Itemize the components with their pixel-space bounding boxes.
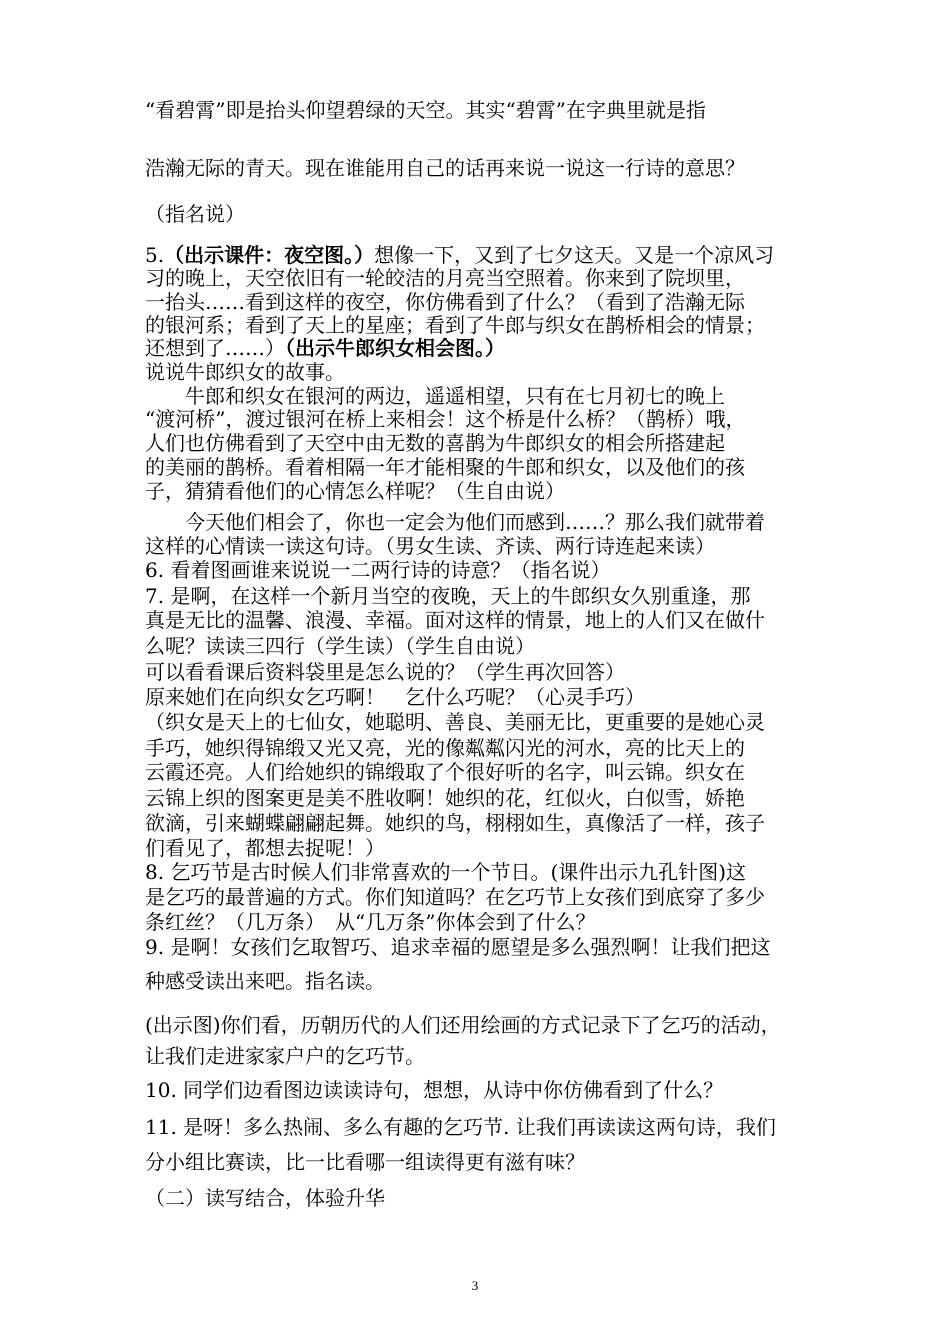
text-line: 云霞还亮。人们给她织的锦缎取了个很好听的名字，叫云锦。织女在 <box>145 760 745 784</box>
text-line <box>145 243 815 267</box>
courseware-note: （出示课件：夜空图。） <box>164 243 375 267</box>
text-line: 云锦上织的图案更是美不胜收啊！她织的花，红似火，白似雪，娇艳 <box>145 786 745 810</box>
text-line: 人们也仿佛看到了天空中由无数的喜鹊为牛郎织女的相会所搭建起 <box>145 431 725 455</box>
text-segment: 还想到了……） <box>145 336 285 360</box>
text-line: 牛郎和织女在银河的两边，遥遥相望，只有在七月初七的晚上 <box>145 384 725 408</box>
text-line: 的银河系；看到了天上的星座；看到了牛郎与织女在鹊桥相会的情景； <box>145 313 765 337</box>
text-line: “渡河桥”，渡过银河在桥上来相会！这个桥是什么桥？（鹊桥）哦， <box>145 407 746 431</box>
text-line: (出示图)你们看，历朝历代的人们还用绘画的方式记录下了乞巧的活动， <box>145 1013 781 1037</box>
text-line: 说说牛郎织女的故事。 <box>145 360 345 384</box>
text-line: 10. 同学们边看图边读读诗句，想想，从诗中你仿佛看到了什么？ <box>145 1078 724 1102</box>
text-line: 的美丽的鹊桥。看着相隔一年才能相聚的牛郎和织女，以及他们的孩 <box>145 455 745 479</box>
text-line: 们看见了，都想去捉呢！） <box>145 836 385 860</box>
text-line: 6. 看着图画谁来说说一二两行诗的诗意？（指名说） <box>145 558 611 582</box>
text-line: 欲滴，引来蝴蝶翩翩起舞。她织的鸟，栩栩如生，真像活了一样，孩子 <box>145 811 765 835</box>
text-line <box>145 336 815 360</box>
text-line: “看碧霄”即是抬头仰望碧绿的天空。其实“碧霄”在字典里就是指 <box>145 98 706 122</box>
text-line: 9. 是啊！女孩们乞取智巧、追求幸福的愿望是多么强烈啊！让我们把这 <box>145 935 771 959</box>
text-line: （指名说） <box>145 202 245 226</box>
text-line: 手巧，她织得锦缎又光又亮，光的像粼粼闪光的河水，亮的比天上的 <box>145 736 745 760</box>
text-line: 分小组比赛读，比一比看哪一组读得更有滋有味？ <box>145 1150 585 1174</box>
text-line: 这样的心情读一读这句诗。（男女生读、齐读、两行诗连起来读） <box>145 534 715 558</box>
page-number: 3 <box>471 1278 479 1293</box>
item-number: 5. <box>145 243 165 267</box>
text-line: 真是无比的温馨、浪漫、幸福。面对这样的情景，地上的人们又在做什 <box>145 608 765 632</box>
text-line: 可以看看课后资料袋里是怎么说的？（学生再次回答） <box>145 660 625 684</box>
text-line: 么呢？读读三四行（学生读）（学生自由说） <box>145 634 535 658</box>
text-line: 原来她们在向织女乞巧啊！ 乞什么巧呢？（心灵手巧） <box>145 685 645 709</box>
text-segment: 想像一下，又到了七夕这天。又是一个凉风习 <box>374 243 775 267</box>
text-line: 一抬头……看到这样的夜空，你仿佛看到了什么？（看到了浩瀚无际 <box>145 290 745 314</box>
text-line: 种感受读出来吧。指名读。 <box>145 969 385 993</box>
text-line: 11. 是呀！多么热闹、多么有趣的乞巧节. 让我们再读读这两句诗，我们 <box>145 1115 776 1139</box>
text-line: 子，猜猜看他们的心情怎么样呢？（生自由说） <box>145 479 565 503</box>
section-heading: （二）读写结合，体验升华 <box>145 1186 385 1210</box>
text-line: （织女是天上的七仙女，她聪明、善良、美丽无比，更重要的是她心灵 <box>145 710 765 734</box>
text-line: 让我们走进家家户户的乞巧节。 <box>145 1044 425 1068</box>
text-line: 浩瀚无际的青天。现在谁能用自己的话再来说一说这一行诗的意思？ <box>145 156 745 180</box>
text-line: 条红丝？（几万条） 从“几万条”你体会到了什么？ <box>145 910 596 934</box>
text-line: 8. 乞巧节是古时候人们非常喜欢的一个节日。(课件出示九孔针图)这 <box>145 860 747 884</box>
courseware-note: （出示牛郎织女相会图。） <box>285 336 505 360</box>
text-line: 习的晚上，天空依旧有一轮皎洁的月亮当空照着。你来到了院坝里， <box>145 266 745 290</box>
text-line: 今天他们相会了，你也一定会为他们而感到……？那么我们就带着 <box>145 510 765 534</box>
text-line: 是乞巧的最普遍的方式。你们知道吗？在乞巧节上女孩们到底穿了多少 <box>145 885 765 909</box>
text-line: 7. 是啊，在这样一个新月当空的夜晚，天上的牛郎织女久别重逢，那 <box>145 584 751 608</box>
